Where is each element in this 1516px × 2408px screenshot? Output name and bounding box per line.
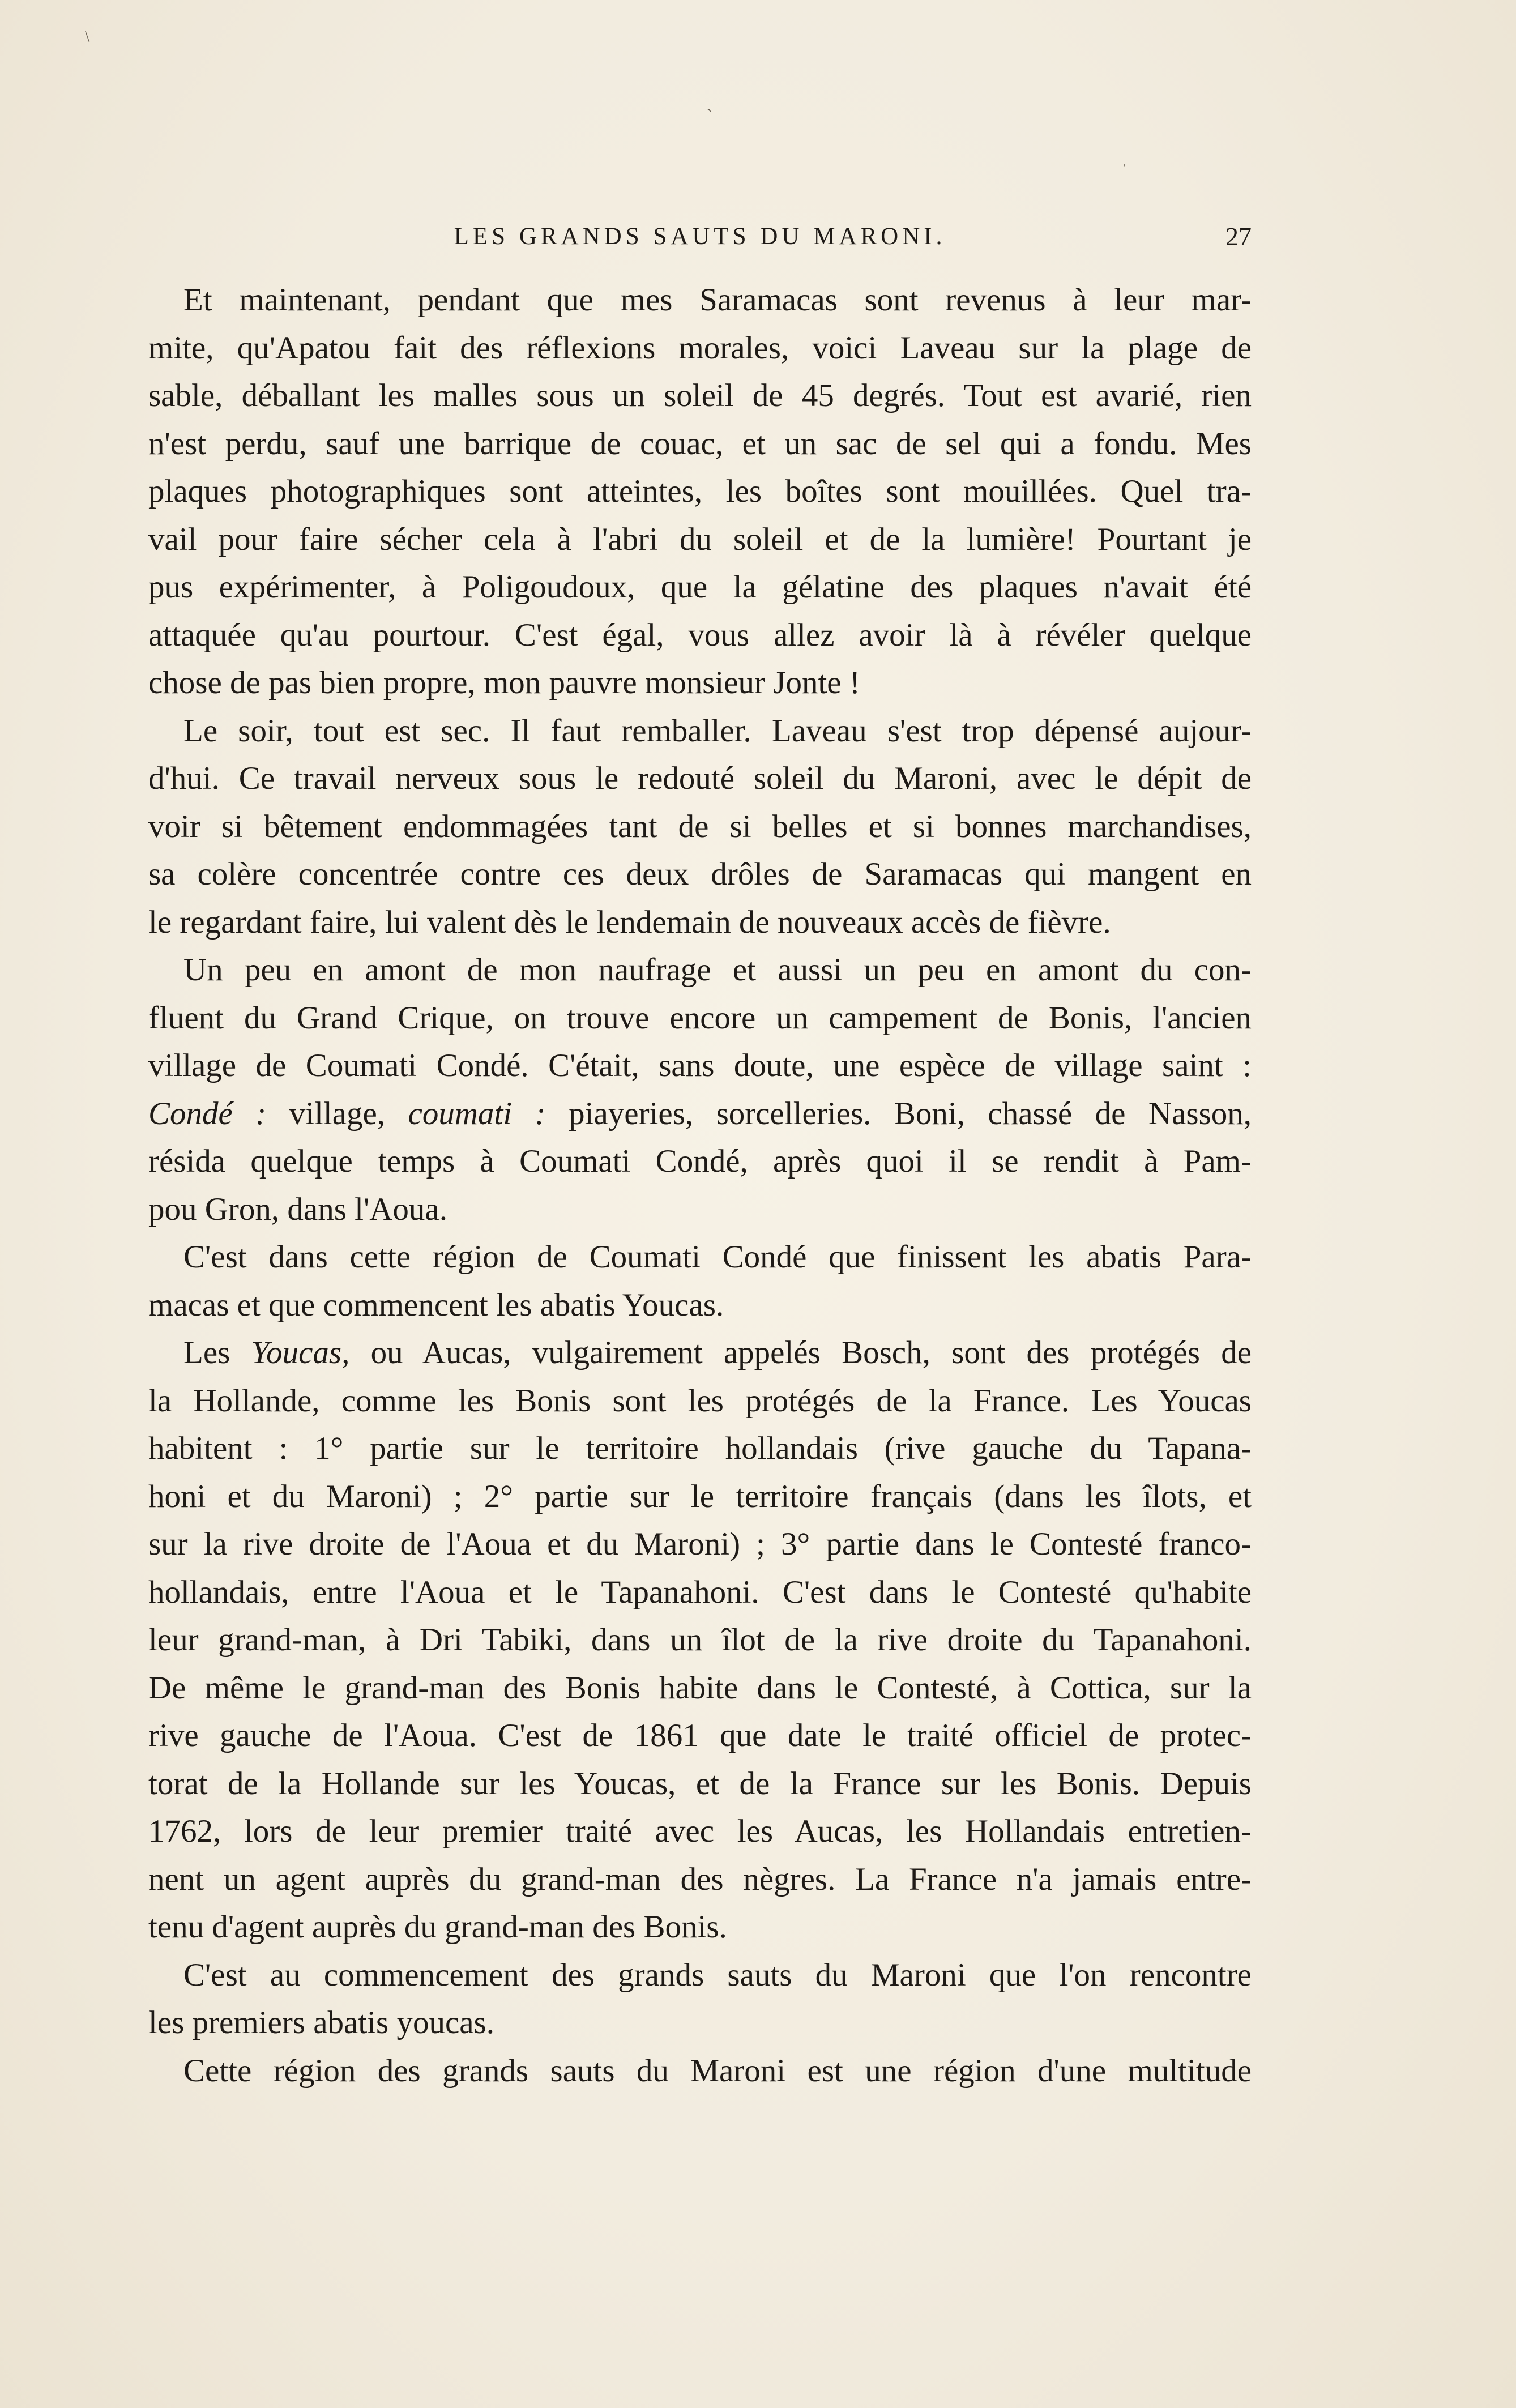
text-line: Et maintenant, pendant que mes Saramacas sont revenus à leur mar-: [183, 282, 1252, 318]
text-line: Cette région des grands sauts du Maroni est une région d'une multitude: [183, 2052, 1252, 2089]
text-line: chose de pas bien propre, mon pauvre monsieur Jonte !: [148, 665, 860, 701]
text-line: pus expérimenter, à Poligoudoux, que la gélatine des plaques n'avait été: [148, 569, 1252, 605]
text-line: attaquée qu'au pourtour. C'est égal, vous allez avoir là à révéler quelque: [148, 617, 1252, 653]
text-line: C'est dans cette région de Coumati Condé que finissent les abatis Para-: [183, 1239, 1252, 1275]
text-line: les premiers abatis youcas.: [148, 2005, 494, 2040]
text-line: sur la rive droite de l'Aoua et du Maroni) ; 3° partie dans le Contesté franco-: [148, 1526, 1252, 1562]
text-line: honi et du Maroni) ; 2° partie sur le territoire français (dans les îlots, et: [148, 1478, 1252, 1514]
paper-speck: ˌ: [1121, 148, 1127, 167]
text-line: rive gauche de l'Aoua. C'est de 1861 que date le traité officiel de protec-: [148, 1718, 1252, 1753]
text-line: hollandais, entre l'Aoua et le Tapanahoni. C'est dans le Contesté qu'habite: [148, 1574, 1252, 1610]
text-line: d'hui. Ce travail nerveux sous le redouté soleil du Maroni, avec le dépit de: [148, 761, 1252, 796]
running-head: [148, 220, 1252, 254]
text-line: Condé : village, coumati : piayeries, sorcelleries. Boni, chassé de Nasson,: [148, 1095, 1252, 1132]
text-line: voir si bêtement endommagées tant de si belles et si bonnes marchandises,: [148, 808, 1252, 844]
text-line: vail pour faire sécher cela à l'abri du soleil et de la lumière! Pourtant je: [148, 521, 1252, 557]
text-line: la Hollande, comme les Bonis sont les protégés de la France. Les Youcas: [148, 1382, 1252, 1419]
text-line: sable, déballant les malles sous un soleil de 45 degrés. Tout est avarié, rien: [148, 378, 1252, 413]
text-line: le regardant faire, lui valent dès le lendemain de nouveaux accès de fièvre.: [148, 904, 1111, 940]
running-title: LES GRANDS SAUTS DU MARONI.: [454, 223, 946, 250]
paper-speck: ˎ: [707, 93, 712, 112]
text-line: Les Youcas, ou Aucas, vulgairement appelés Bosch, sont des protégés de: [183, 1335, 1252, 1370]
paper-speck: \: [85, 27, 90, 46]
text-line: n'est perdu, sauf une barrique de couac, et un sac de sel qui a fondu. Mes: [148, 425, 1252, 462]
page-number: 27: [1225, 222, 1252, 251]
text-line: macas et que commencent les abatis Youcas.: [148, 1287, 724, 1323]
text-line: leur grand-man, à Dri Tabiki, dans un îlot de la rive droite du Tapanahoni.: [148, 1622, 1252, 1658]
text-line: Le soir, tout est sec. Il faut remballer. Laveau s'est trop dépensé aujour-: [183, 712, 1252, 749]
text-line: C'est au commencement des grands sauts du Maroni que l'on rencontre: [183, 1957, 1252, 1993]
text-line: village de Coumati Condé. C'était, sans doute, une espèce de village saint :: [148, 1048, 1252, 1083]
text-line: pou Gron, dans l'Aoua.: [148, 1191, 447, 1227]
text-line: tenu d'agent auprès du grand-man des Bonis.: [148, 1909, 727, 1945]
text-line: mite, qu'Apatou fait des réflexions morales, voici Laveau sur la plage de: [148, 330, 1252, 366]
text-line: torat de la Hollande sur les Youcas, et de la France sur les Bonis. Depuis: [148, 1765, 1252, 1801]
text-line: habitent : 1° partie sur le territoire hollandais (rive gauche du Tapana-: [148, 1431, 1252, 1466]
body-text: [148, 276, 1252, 2095]
text-line: De même le grand-man des Bonis habite dans le Contesté, à Cottica, sur la: [148, 1670, 1252, 1706]
text-line: nent un agent auprès du grand-man des nègres. La France n'a jamais entre-: [148, 1861, 1252, 1897]
text-line: fluent du Grand Crique, on trouve encore un campement de Bonis, l'ancien: [148, 1000, 1252, 1036]
text-line: Un peu en amont de mon naufrage et aussi un peu en amont du con-: [183, 952, 1252, 988]
text-line: résida quelque temps à Coumati Condé, après quoi il se rendit à Pam-: [148, 1143, 1252, 1179]
text-line: plaques photographiques sont atteintes, les boîtes sont mouillées. Quel tra-: [148, 473, 1252, 509]
text-line: sa colère concentrée contre ces deux drôles de Saramacas qui mangent en: [148, 856, 1252, 892]
text-line: 1762, lors de leur premier traité avec les Aucas, les Hollandais entretien-: [148, 1813, 1252, 1849]
